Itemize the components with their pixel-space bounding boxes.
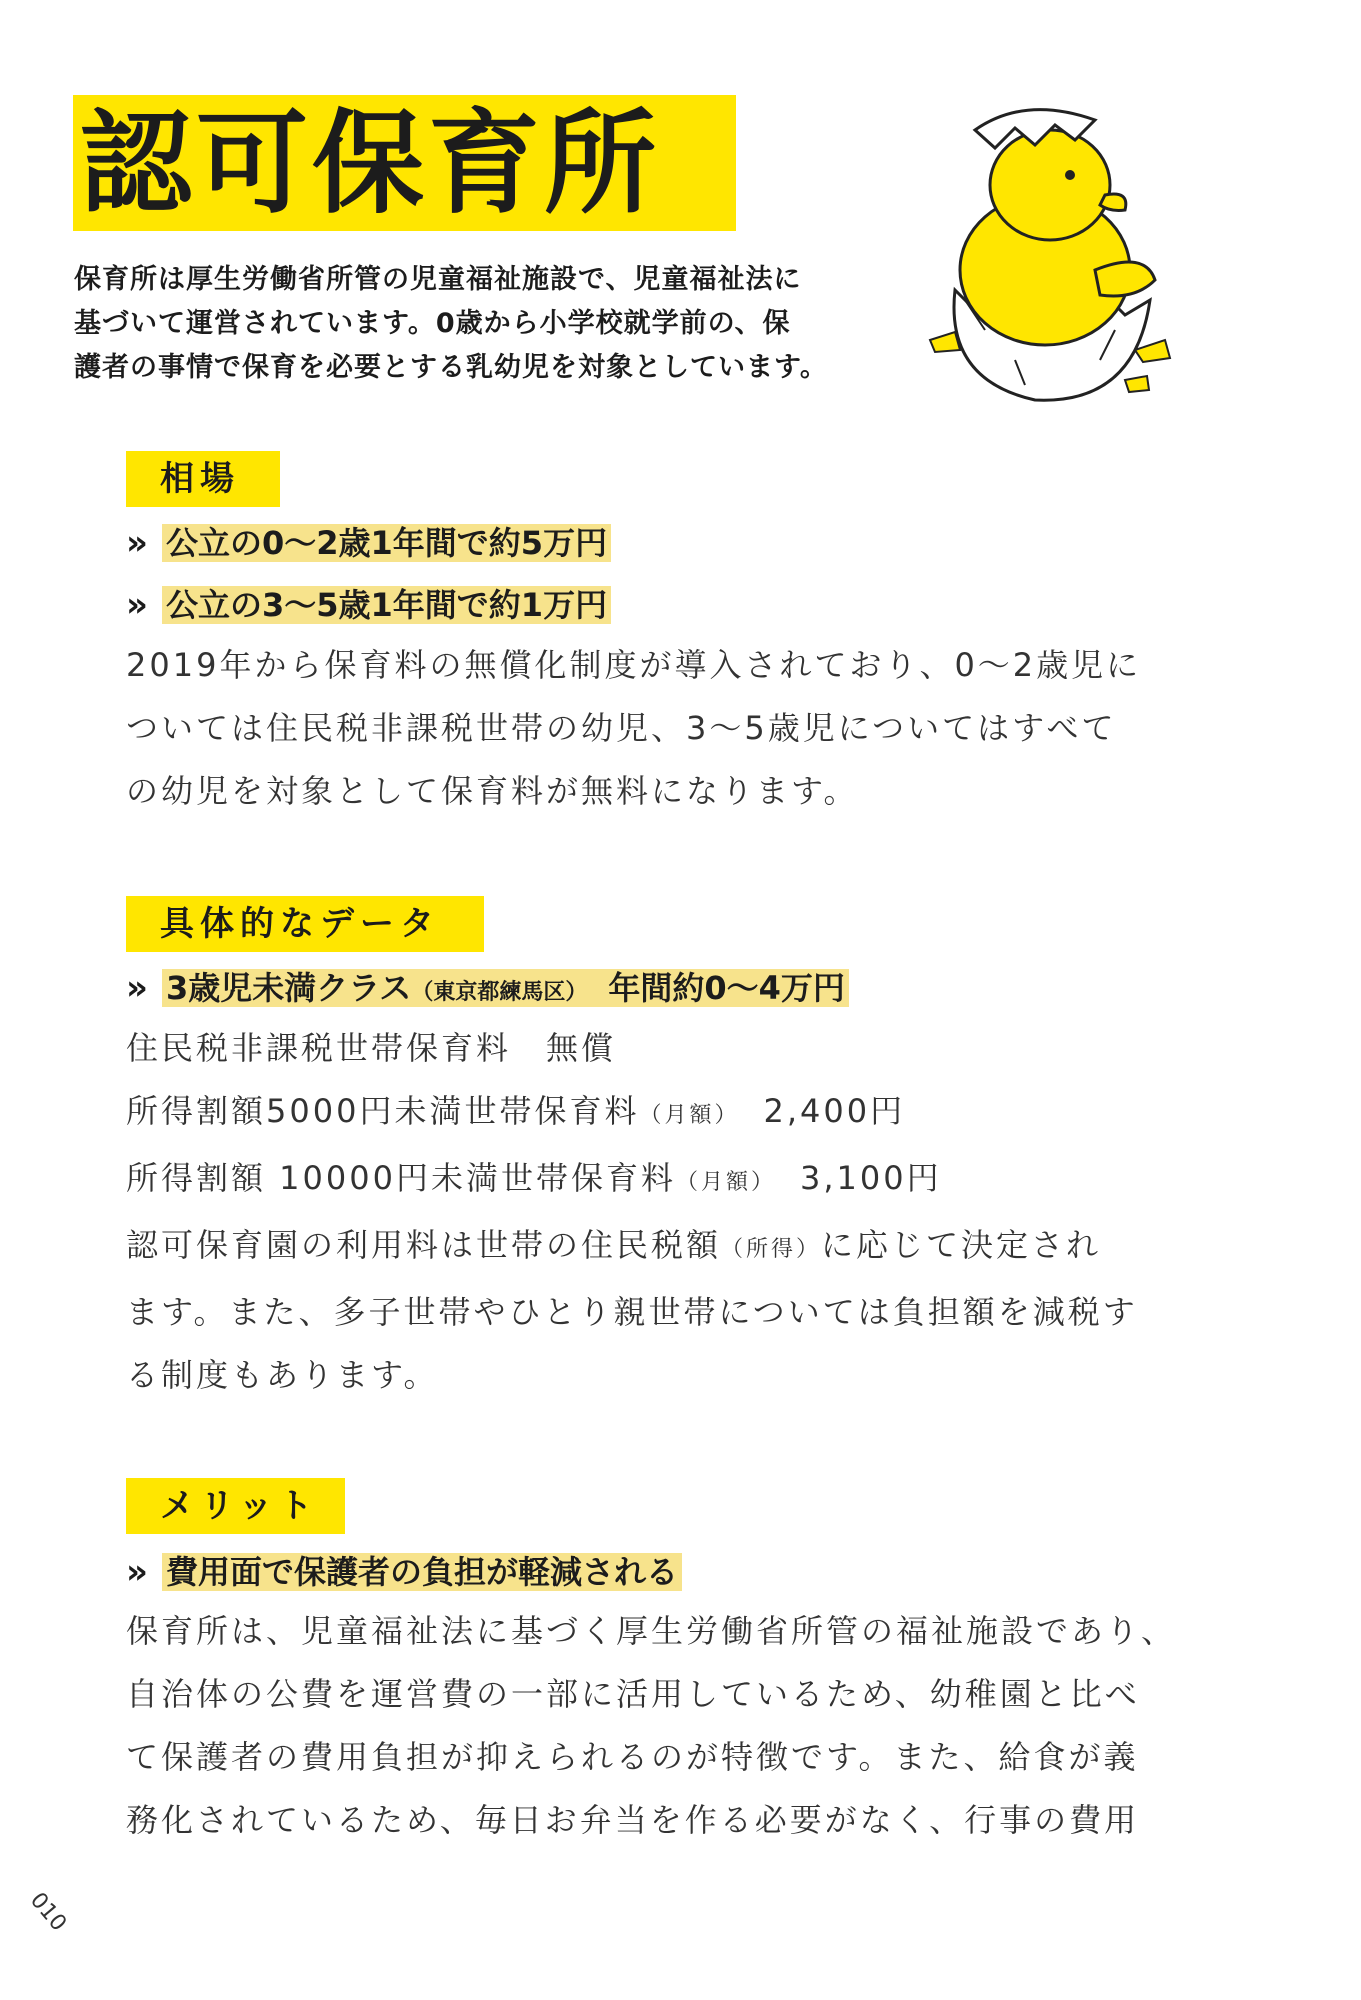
body-line: ついては住民税非課税世帯の幼児、3〜5歳児についてはすべて <box>126 709 1117 747</box>
body-line <box>126 1214 1166 1281</box>
intro-line: 基づいて運営されています。0歳から小学校就学前の、保 <box>74 308 791 339</box>
fee-row <box>126 1147 1166 1214</box>
chevron-icon: » <box>126 1552 148 1592</box>
fee-label: 住民税非課税世帯保育料 <box>126 1029 512 1067</box>
body-line: 保育所は、児童福祉法に基づく厚生労働省所管の福祉施設であり、 <box>126 1612 1177 1650</box>
chevron-icon: » <box>126 968 148 1008</box>
intro-line: 保育所は厚生労働省所管の児童福祉施設で、児童福祉法に <box>74 264 802 295</box>
section-tag-souba: 相場 <box>126 451 280 507</box>
section-tag-merit: メリット <box>126 1478 345 1534</box>
body-text: 認可保育園の利用料は世帯の住民税額 <box>126 1226 722 1264</box>
section-tag-data: 具体的なデータ <box>126 896 484 952</box>
fee-value: 無償 <box>546 1029 617 1067</box>
point-value: 年間約0〜4万円 <box>608 969 845 1007</box>
body-line: て保護者の費用負担が抑えられるのが特徴です。また、給食が義 <box>126 1738 1139 1776</box>
body-line: る制度もあります。 <box>126 1356 439 1394</box>
fee-row <box>126 1017 1166 1080</box>
point-text: 3歳児未満クラス <box>166 969 412 1007</box>
fee-row <box>126 1080 1166 1147</box>
intro-line: 護者の事情で保育を必要とする乳幼児を対象としています。 <box>74 352 828 383</box>
page-title: 認可保育所 <box>80 99 660 229</box>
fee-label: 所得割額5000円未満世帯保育料 <box>126 1092 640 1130</box>
page-number: 010 <box>24 1888 71 1937</box>
body-text: に応じて決定され <box>821 1226 1102 1264</box>
souba-body <box>126 634 1166 823</box>
fee-value: 3,100円 <box>800 1159 942 1197</box>
body-line: 自治体の公費を運営費の一部に活用しているため、幼稚園と比べ <box>126 1675 1140 1713</box>
fee-paren: （月額） <box>675 1170 765 1195</box>
body-paren: （所得） <box>721 1237 822 1262</box>
data-body <box>126 1017 1166 1407</box>
fee-value: 2,400円 <box>763 1092 906 1130</box>
chevron-icon: » <box>126 523 148 563</box>
point-text: 公立の0〜2歳1年間で約5万円 <box>162 524 611 562</box>
point-text: 費用面で保護者の負担が軽減される <box>162 1553 682 1591</box>
merit-body <box>126 1600 1177 1852</box>
fee-label: 所得割額 10000円未満世帯保育料 <box>126 1159 676 1197</box>
point-paren: （東京都練馬区） <box>411 980 577 1005</box>
body-line: ます。また、多子世帯やひとり親世帯については負担額を減税す <box>126 1293 1138 1331</box>
point-item <box>126 521 611 565</box>
body-line: 務化されているため、毎日お弁当を作る必要がなく、行事の費用 <box>126 1801 1140 1839</box>
point-text: 公立の3〜5歳1年間で約1万円 <box>162 586 611 624</box>
point-item <box>126 1550 682 1594</box>
intro-text <box>74 258 874 390</box>
point-item <box>126 966 849 1010</box>
point-item <box>126 583 611 627</box>
chick-hatching-icon <box>915 100 1175 410</box>
body-line: 2019年から保育料の無償化制度が導入されており、0〜2歳児に <box>126 646 1142 684</box>
body-line: の幼児を対象として保育料が無料になります。 <box>126 772 859 810</box>
chevron-icon: » <box>126 585 148 625</box>
fee-paren: （月額） <box>639 1103 729 1128</box>
